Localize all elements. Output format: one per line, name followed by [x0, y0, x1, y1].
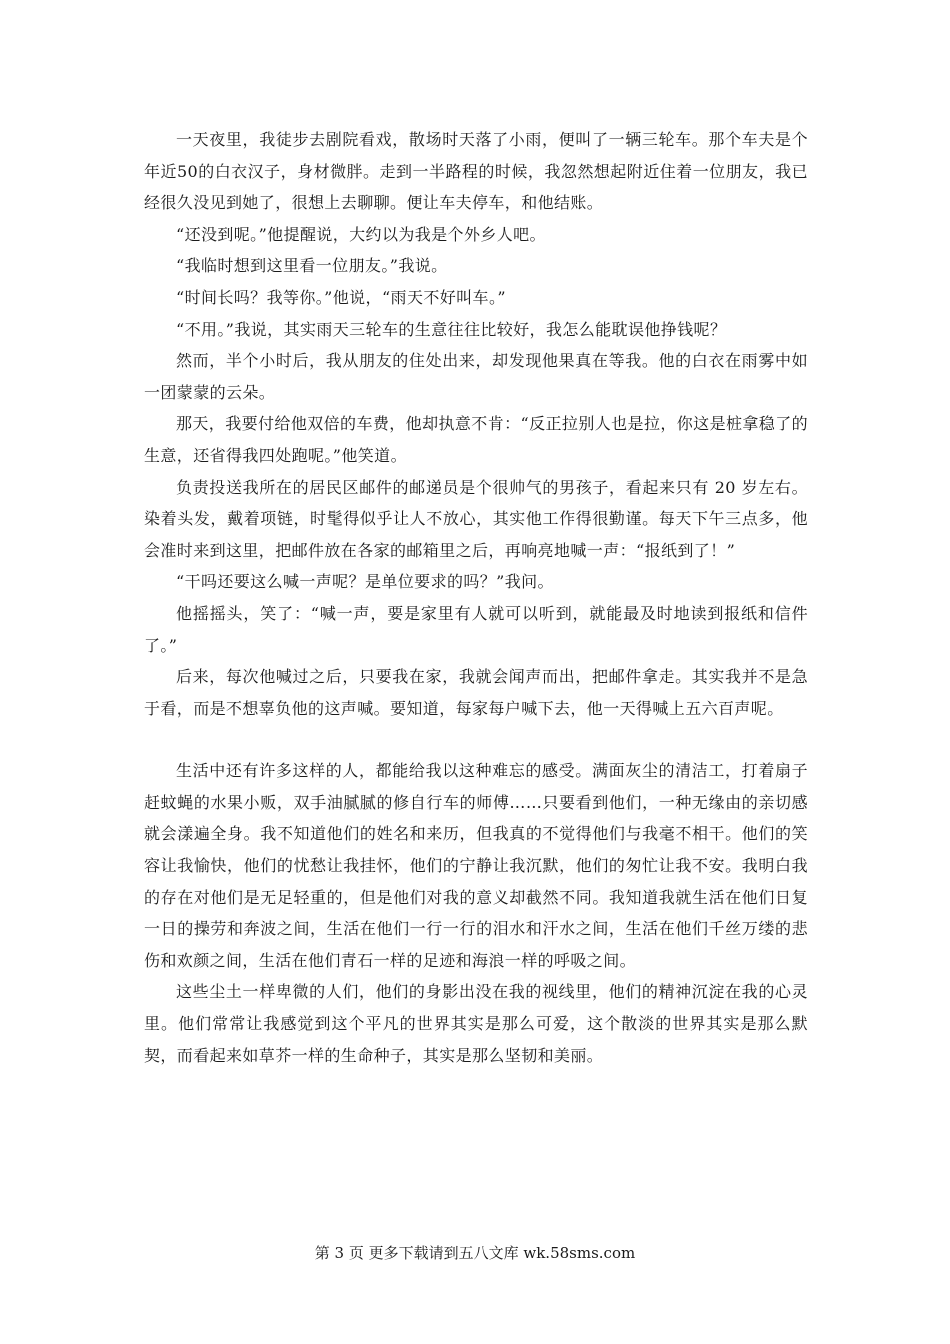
paragraph: 一天夜里，我徒步去剧院看戏，散场时天落了小雨，便叫了一辆三轮车。那个车夫是个年近50的白衣汉子，身材微胖。走到一半路程的时候，我忽然想起附近住着一位朋友，我已经很久没见到她了，很想上去聊聊。便让车夫停车，和他结账。 — [144, 130, 808, 213]
paragraph: 他摇摇头，笑了：“喊一声，要是家里有人就可以听到，就能最及时地读到报纸和信件了。” — [144, 603, 808, 655]
paragraph: 生活中还有许多这样的人，都能给我以这种难忘的感受。满面灰尘的清洁工，打着扇子赶蚊蝇的水果小贩，双手油腻腻的修自行车的师傅……只要看到他们，一种无缘由的亲切感就会漾遍全身。我不知道他们的姓名和来历，但我真的不觉得他们与我毫不相干。他们的笑容让我愉快，他们的忧愁让我挂怀，他们的宁静让我沉默，他们的匆忙让我不安。我明白我的存在对他们是无足轻重的，但是他们对我的意义却截然不同。我知道我就生活在他们日复一日的操劳和奔波之间，生活在他们一行一行的泪水和汗水之间，生活在他们千丝万缕的悲伤和欢颜之间，生活在他们青石一样的足迹和海浪一样的呼吸之间。 — [144, 761, 808, 970]
page-footer: 第 3 页 更多下载请到五八文库 wk.58sms.com — [314, 1244, 636, 1262]
paragraph: 然而，半个小时后，我从朋友的住处出来，却发现他果真在等我。他的白衣在雨雾中如一团蒙蒙的云朵。 — [144, 351, 808, 402]
paragraph: “还没到呢。”他提醒说，大约以为我是个外乡人吧。 — [176, 224, 546, 244]
section-gap — [144, 724, 808, 755]
paragraph: 负责投送我所在的居民区邮件的邮递员是个很帅气的男孩子，看起来只有 20 岁左右。染着头发，戴着项链，时髦得似乎让人不放心，其实他工作得很勤谨。每天下午三点多，他会准时来到这里，把邮件放在各家的邮箱里之后，再响亮地喊一声：“报纸到了！” — [144, 477, 808, 560]
paragraph: 这些尘土一样卑微的人们，他们的身影出没在我的视线里，他们的精神沉淀在我的心灵里。他们常常让我感觉到这个平凡的世界其实是那么可爱，这个散淡的世界其实是那么默契，而看起来如草芥一样的生命种子，其实是那么坚韧和美丽。 — [144, 982, 808, 1065]
paragraph: “时间长吗？我等你。”他说，“雨天不好叫车。” — [176, 287, 506, 307]
paragraph: 后来，每次他喊过之后，只要我在家，我就会闻声而出，把邮件拿走。其实我并不是急于看，而是不想辜负他的这声喊。要知道，每家每户喊下去，他一天得喊上五六百声呢。 — [144, 667, 808, 718]
paragraph: “干吗还要这么喊一声呢？是单位要求的吗？”我问。 — [176, 572, 554, 592]
document-body — [144, 124, 808, 1071]
paragraph: 那天，我要付给他双倍的车费，他却执意不肯：“反正拉别人也是拉，你这是桩拿稳了的生意，还省得我四处跑呢。”他笑道。 — [144, 414, 808, 465]
paragraph: “我临时想到这里看一位朋友。”我说。 — [176, 256, 448, 276]
paragraph: “不用。”我说，其实雨天三轮车的生意往往比较好，我怎么能耽误他挣钱呢？ — [176, 319, 727, 339]
